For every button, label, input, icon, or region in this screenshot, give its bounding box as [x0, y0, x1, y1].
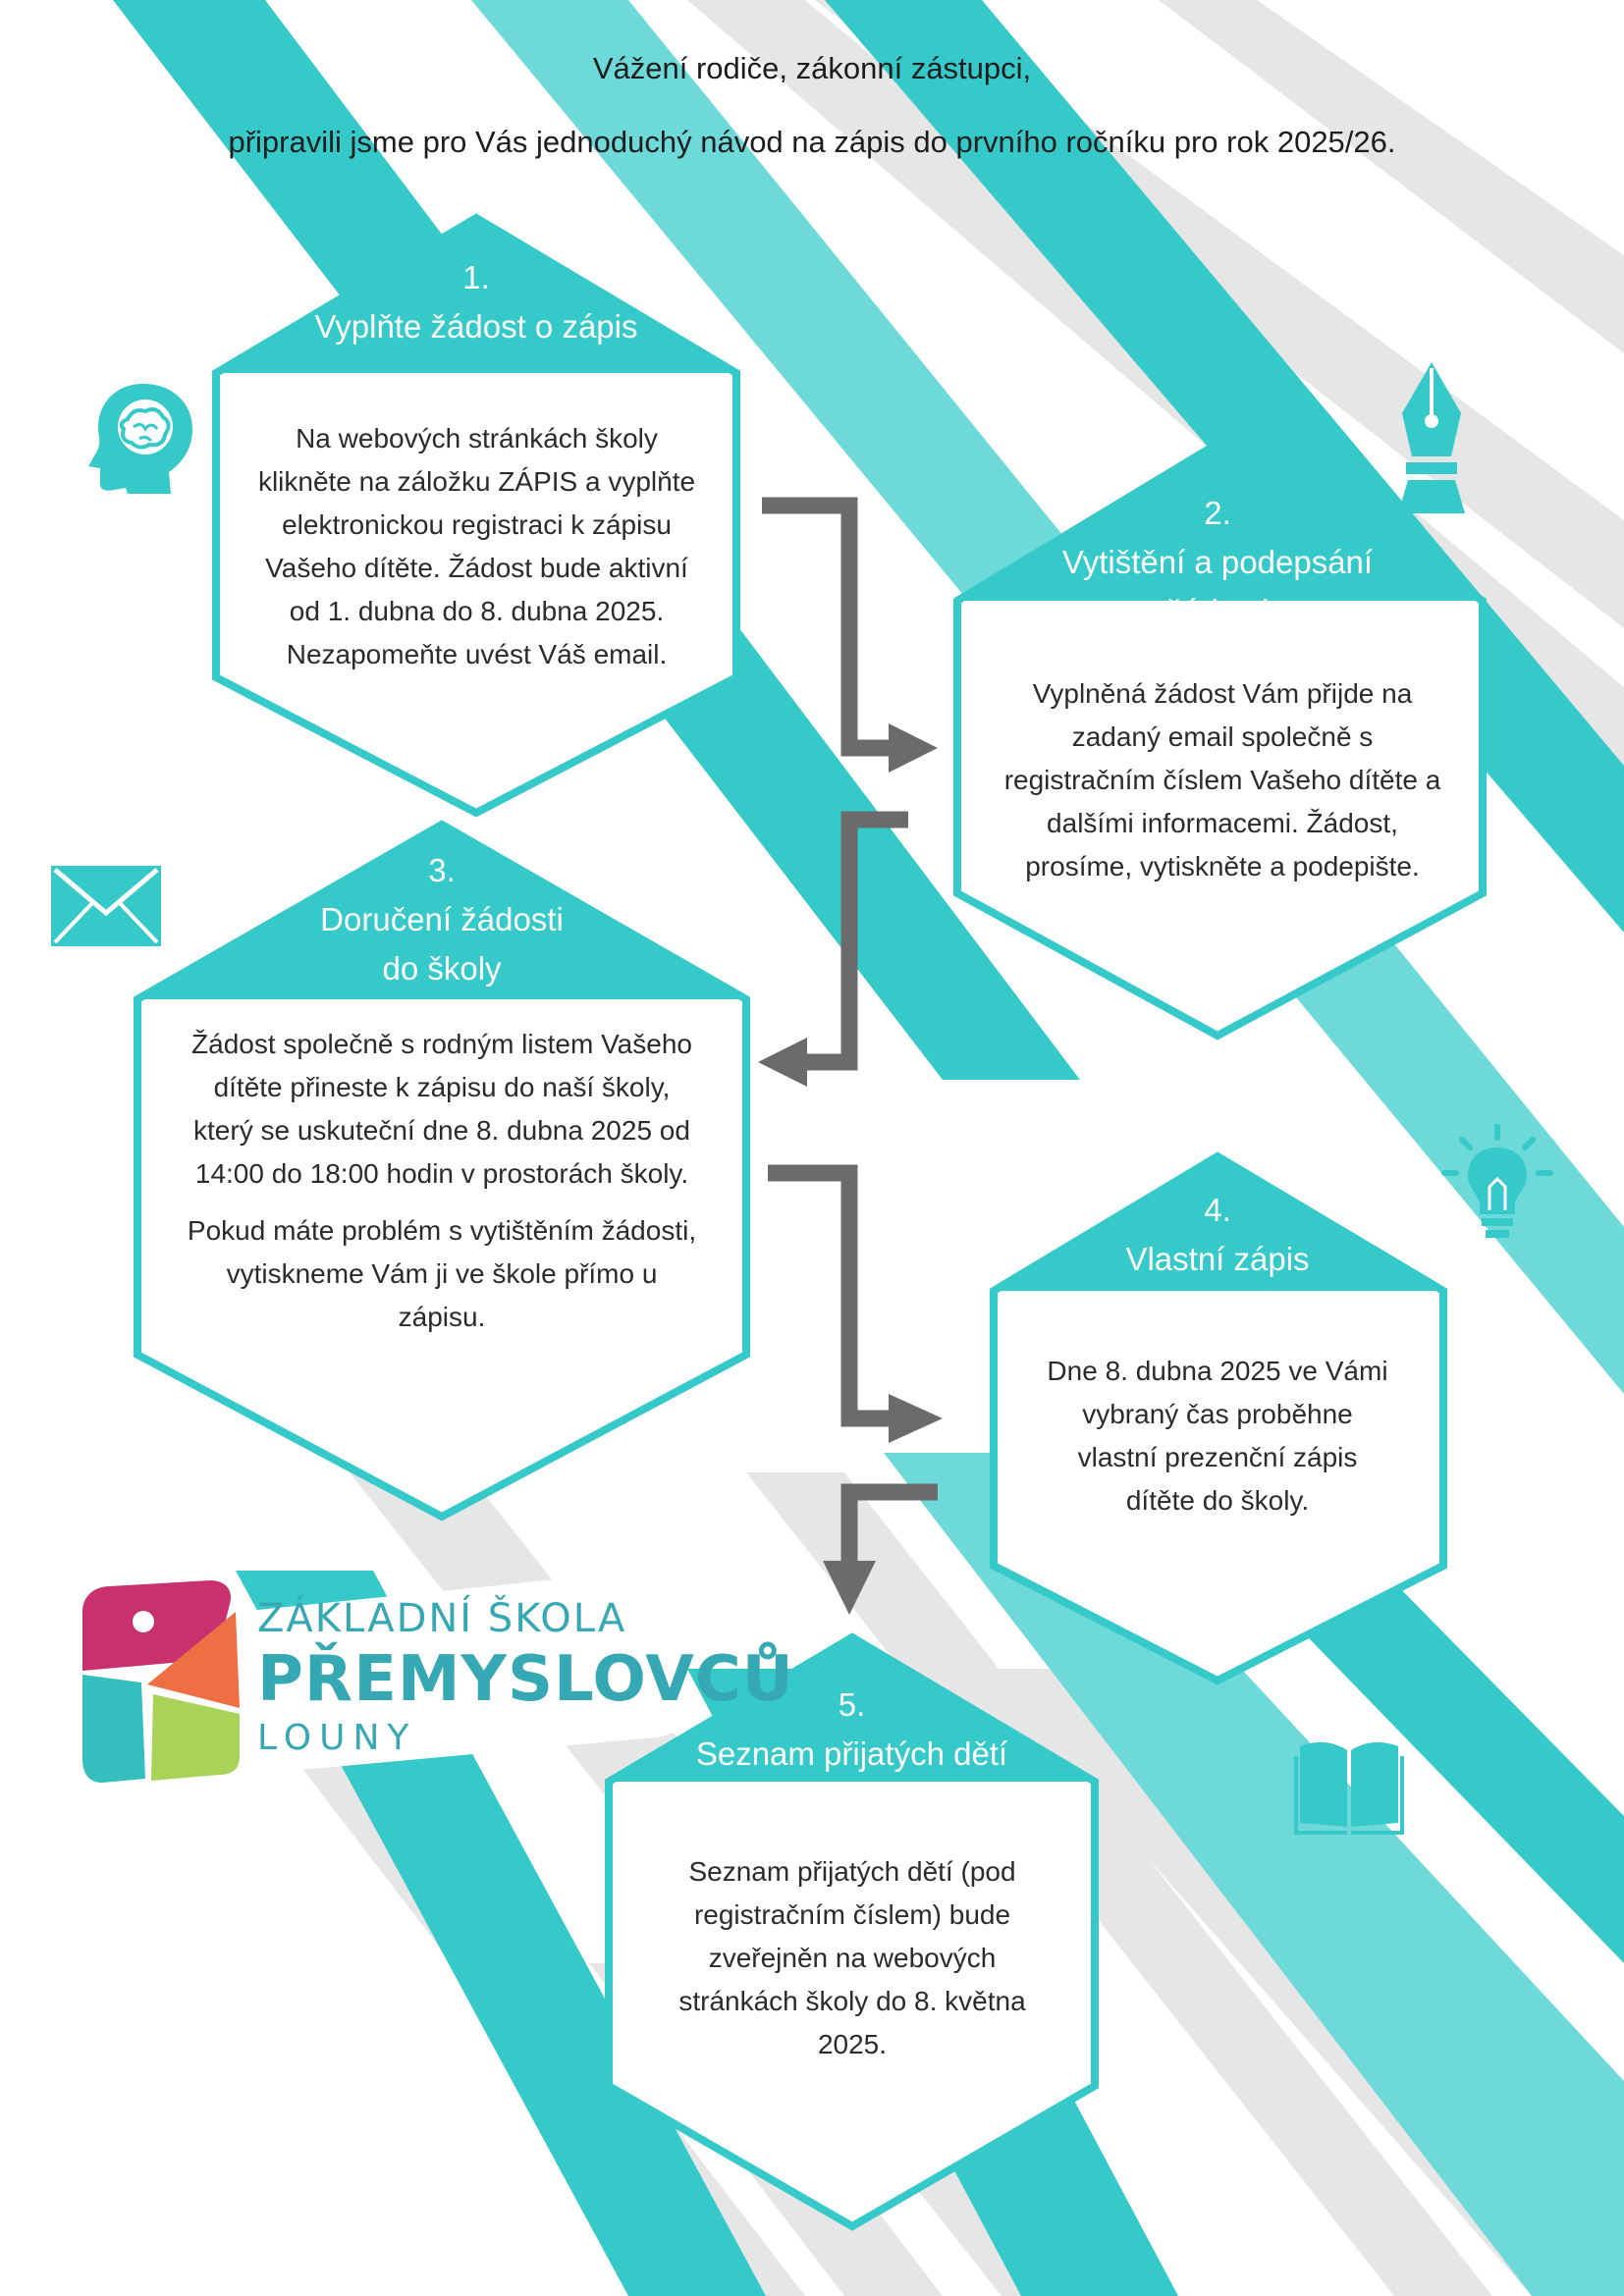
school-logo [82, 1561, 794, 1792]
lightbulb-icon [1438, 1124, 1556, 1252]
step-2-body [1001, 672, 1443, 888]
step-3-header [226, 846, 658, 993]
step-4-body [1046, 1350, 1389, 1522]
step-number: 2. [1204, 495, 1231, 531]
step-number: 5. [838, 1686, 866, 1723]
step-title: Doručení žádosti do školy [320, 901, 564, 987]
logo-line-3: LOUNY [257, 1718, 417, 1758]
head-brain-icon [84, 378, 202, 496]
logo-line-1: ZÁKLADNÍ ŠKOLA [257, 1596, 627, 1641]
step-2-header [992, 489, 1443, 636]
step-1-header [245, 253, 707, 351]
step-number: 3. [428, 852, 456, 888]
step-number: 1. [462, 259, 490, 295]
step-text: Dne 8. dubna 2025 ve Vámi vybraný čas proběhne vlastní prezenční zápis dítěte do školy. [1047, 1356, 1388, 1516]
step-title: Vlastní zápis [1125, 1241, 1310, 1277]
logo-line-2: PŘEMYSLOVCŮ [257, 1643, 794, 1716]
step-text: Seznam přijatých dětí (pod registračním číslem) bude zveřejněn na webových stránkách školy do 8. května 2025. [678, 1856, 1026, 2059]
step-text: Vyplněná žádost Vám přijde na zadaný email společně s registračním číslem Vašeho dítěte a dalšími informacemi. Žádost, prosíme, vytiskněte a podepište. [1003, 678, 1441, 881]
intro-text: připravili jsme pro Vás jednoduchý návod na zápis do prvního ročníku pro rok 2025/26. [228, 125, 1396, 159]
envelope-icon [49, 864, 163, 948]
step-3-body [187, 1023, 697, 1339]
step-title: Vytištění a podepsání žádosti [1061, 544, 1374, 629]
book-icon [1292, 1733, 1406, 1841]
arrow-3-to-4 [768, 1173, 893, 1418]
step-number: 4. [1204, 1192, 1231, 1228]
intro-greeting: Vážení rodiče, zákonní zástupci, [592, 51, 1032, 85]
pen-nib-icon [1392, 358, 1471, 515]
step-4-header [1021, 1186, 1414, 1284]
step-text: Žádost společně s rodným listem Vašeho dítěte přineste k zápisu do naší školy, který se uskuteční dne 8. dubna 2025 od 14:00 do 18:00 hodin v prostorách školy. [191, 1029, 692, 1189]
step-title: Vyplňte žádost o zápis [314, 308, 638, 345]
step-5-body [656, 1850, 1049, 2066]
step-1-body [253, 417, 700, 676]
step-title: Seznam přijatých dětí [695, 1735, 1008, 1772]
step-text: Pokud máte problém s vytištěním žádosti, vytiskneme Vám ji ve škole přímo u zápisu. [187, 1215, 697, 1332]
step-text: Na webových stránkách školy klikněte na záložku ZÁPIS a vyplňte elektronickou registraci k zápisu Vašeho dítěte. Žádost bude aktivní od 1. dubna do 8. dubna 2025. Nezapomeňte uvést Váš email. [257, 423, 696, 669]
